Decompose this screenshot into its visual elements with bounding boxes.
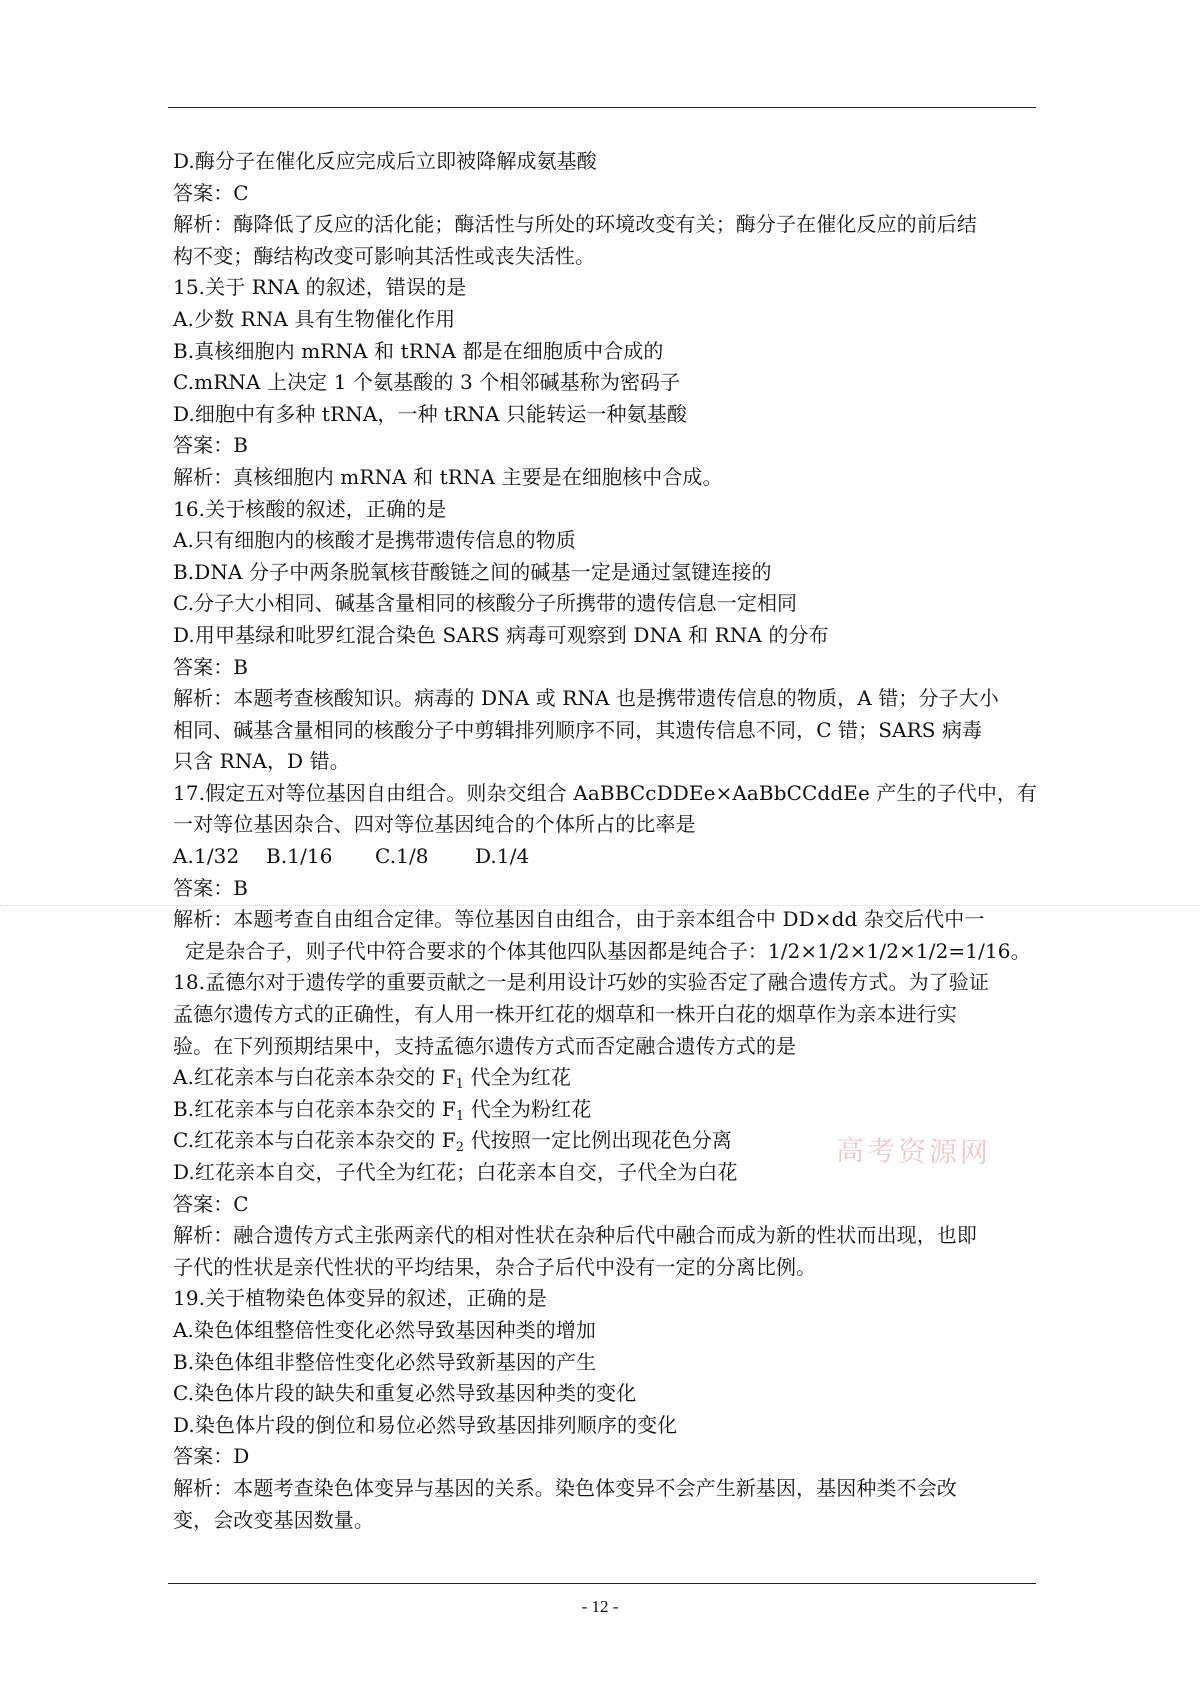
option-line: D.用甲基绿和吡罗红混合染色 SARS 病毒可观察到 DNA 和 RNA 的分布 xyxy=(173,622,829,647)
footer-rule xyxy=(168,1583,1036,1584)
option-line: D.染色体片段的倒位和易位必然导致基因排列顺序的变化 xyxy=(173,1412,678,1437)
answer-line: 答案：B xyxy=(173,433,249,458)
option-a: A.1/32 xyxy=(173,844,240,869)
explanation-line: 相同、碱基含量相同的核酸分子中剪辑排列顺序不同，其遗传信息不同，C 错；SARS 病毒 xyxy=(173,717,983,742)
explanation-line: 解析：真核细胞内 mRNA 和 tRNA 主要是在细胞核中合成。 xyxy=(173,464,723,489)
option-text: C.红花亲本与白花亲本杂交的 F xyxy=(173,1128,456,1153)
answer-line: 答案：B xyxy=(173,875,249,900)
option-text: B.红花亲本与白花亲本杂交的 F xyxy=(173,1096,456,1121)
option-line: B.真核细胞内 mRNA 和 tRNA 都是在细胞质中合成的 xyxy=(173,338,664,363)
explanation-line: 解析：本题考查核酸知识。病毒的 DNA 或 RNA 也是携带遗传信息的物质，A 错；分子大小 xyxy=(173,686,999,711)
answer-line: 答案：C xyxy=(173,1191,249,1216)
explanation-line: 解析：本题考查染色体变异与基因的关系。染色体变异不会产生新基因，基因种类不会改 xyxy=(173,1475,957,1500)
option-line: C.mRNA 上决定 1 个氨基酸的 3 个相邻碱基称为密码子 xyxy=(173,370,681,395)
option-text: 代按照一定比例出现花色分离 xyxy=(464,1128,732,1153)
question-18-stem: 18.孟德尔对于遗传学的重要贡献之一是利用设计巧妙的实验否定了融合遗传方式。为了验证 xyxy=(173,970,990,995)
question-17-stem: 17.假定五对等位基因自由组合。则杂交组合 AaBBCcDDEe×AaBbCCddEe 产生的子代中，有 xyxy=(173,780,1038,805)
question-16-stem: 16.关于核酸的叙述，正确的是 xyxy=(173,496,447,521)
option-line: D.红花亲本自交，子代全为红花；白花亲本自交，子代全为白花 xyxy=(173,1160,738,1184)
question-18-stem: 孟德尔遗传方式的正确性，有人用一株开红花的烟草和一株开白花的烟草作为亲本进行实 xyxy=(173,1002,957,1027)
explanation-line: 定是杂合子，则子代中符合要求的个体其他四队基因都是纯合子：1/2×1/2×1/2×1/2=1/16。 xyxy=(185,938,1031,963)
option-text: A.红花亲本与白花亲本杂交的 F xyxy=(173,1065,456,1090)
option-line: A.少数 RNA 具有生物催化作用 xyxy=(173,306,456,331)
option-line: B.DNA 分子中两条脱氧核苷酸链之间的碱基一定是通过氢键连接的 xyxy=(173,559,772,584)
explanation-line: 解析：融合遗传方式主张两亲代的相对性状在杂种后代中融合而成为新的性状而出现，也即 xyxy=(173,1223,977,1248)
subscript: 1 xyxy=(455,1108,465,1124)
watermark: 高考资源网 xyxy=(835,1133,992,1170)
answer-line: 答案：D xyxy=(173,1444,250,1469)
question-18-stem: 验。在下列预期结果中，支持孟德尔遗传方式而否定融合遗传方式的是 xyxy=(173,1033,797,1058)
explanation-line: 解析：酶降低了反应的活化能；酶活性与所处的环境改变有关；酶分子在催化反应的前后结 xyxy=(173,212,977,237)
page-body xyxy=(173,146,1038,1536)
option-text: 代全为红花 xyxy=(464,1065,571,1090)
page-number: - 12 - xyxy=(581,1597,619,1616)
option-line: D.细胞中有多种 tRNA，一种 tRNA 只能转运一种氨基酸 xyxy=(173,401,687,426)
option-c: C.1/8 xyxy=(375,844,429,869)
explanation-line: 子代的性状是亲代性状的平均结果，杂合子后代中没有一定的分离比例。 xyxy=(173,1254,817,1279)
option-line xyxy=(173,1094,1035,1126)
option-line: C.分子大小相同、碱基含量相同的核酸分子所携带的遗传信息一定相同 xyxy=(173,591,798,616)
answer-line: 答案：B xyxy=(173,654,249,679)
answer-line: 答案：C xyxy=(173,180,249,205)
explanation-line: 解析：本题考查自由组合定律。等位基因自由组合，由于亲本组合中 DD×dd 杂交后代中一 xyxy=(173,907,985,932)
subscript: 1 xyxy=(455,1077,465,1093)
option-line: A.染色体组整倍性变化必然导致基因种类的增加 xyxy=(173,1317,597,1342)
header-rule xyxy=(168,107,1036,108)
explanation-line: 变，会改变基因数量。 xyxy=(173,1507,374,1532)
option-text: 代全为粉红花 xyxy=(464,1096,592,1121)
explanation-line: 只含 RNA，D 错。 xyxy=(173,749,350,774)
option-line: A.只有细胞内的核酸才是携带遗传信息的物质 xyxy=(173,528,576,553)
question-15-stem: 15.关于 RNA 的叙述，错误的是 xyxy=(173,275,467,300)
options-row xyxy=(173,841,1035,873)
option-line: C.染色体片段的缺失和重复必然导致基因种类的变化 xyxy=(173,1381,637,1406)
option-line: D.酶分子在催化反应完成后立即被降解成氨基酸 xyxy=(173,149,597,173)
option-b: B.1/16 xyxy=(266,844,333,869)
explanation-line: 构不变；酶结构改变可影响其活性或丧失活性。 xyxy=(173,243,596,268)
question-17-stem: 一对等位基因杂合、四对等位基因纯合的个体所占的比率是 xyxy=(173,812,696,837)
question-19-stem: 19.关于植物染色体变异的叙述，正确的是 xyxy=(173,1286,547,1311)
option-line: B.染色体组非整倍性变化必然导致新基因的产生 xyxy=(173,1349,597,1374)
option-d: D.1/4 xyxy=(475,844,530,869)
option-line xyxy=(173,1062,1035,1094)
subscript: 2 xyxy=(455,1140,465,1156)
